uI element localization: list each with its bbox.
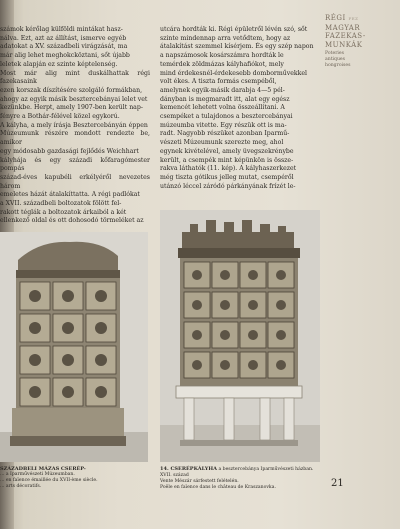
- photo-tiled-stove-right: [160, 210, 320, 462]
- page-number: 21: [331, 478, 344, 489]
- text-line: a XVII. századbeli boltozatok fölött fel-: [0, 200, 122, 208]
- caption-line: ... a Iparművészeti Múzeumban.: [0, 472, 75, 477]
- text-line: amelynek egyik-másik darabja 4—5 pél-: [160, 86, 285, 94]
- text-line: adatokat a XV. századbeli virágzását, ma: [0, 43, 128, 51]
- text-line: számok kérőlag külföldi mintákat hasz-: [0, 26, 123, 33]
- text-line: ahogy az egyik másik besztercebányai lelet vet: [0, 95, 148, 103]
- text-line: temérdek zöldmázas kályhafiókot, mely: [160, 60, 284, 68]
- text-line: vészeti Múzeumunk szerezte meg, ahol: [160, 139, 284, 147]
- text-line: Múzeumunk részére mondott rendezte be, amikor: [0, 130, 150, 147]
- caption-title: SZÁZADBELI MÁZAS CSERÉP-: [0, 466, 86, 472]
- text-column-left: [0, 26, 150, 226]
- masthead-line: RÉGI: [325, 14, 346, 22]
- caption-line: ... arts décoratifs.: [0, 484, 42, 489]
- text-line: csempéket a tulajdonos a besztercebányai: [160, 113, 293, 121]
- text-line: került, a csempék mint képünkön is össze-: [160, 156, 294, 164]
- text-line: utcára hordták ki. Régi épületről lévén szó, sőt: [160, 26, 308, 33]
- masthead-line: MAGYAR: [325, 23, 361, 32]
- text-line: múzeumba vitette. Egy részük ott is ma-: [160, 121, 287, 129]
- text-line: a napszámosok kosárszámra hordták le: [160, 52, 284, 60]
- text-line: egynek kivételével, amely üvegszekrénybe: [160, 147, 294, 155]
- text-line: század-éves kapubéli erkélyéről nevezetes három: [0, 173, 150, 190]
- masthead-subtitle: Poteries antiques hongroises: [325, 51, 351, 69]
- text-line: Most már alig mint duskálhattak régi fazekasaink: [0, 69, 150, 86]
- text-line: ezen korszak díszítésére szolgáló formákban,: [0, 86, 143, 94]
- text-line: emeletes házát átalakíttatta. A régi padlókat: [0, 191, 140, 199]
- text-line: utánzó léccel záródó párkányának frízét le-: [160, 182, 296, 190]
- text-line: radt. Nagyobb részüket azonban Iparmű-: [160, 130, 290, 138]
- masthead-faded: FEZ: [348, 16, 359, 21]
- caption-title: 14. CSERÉPKÁLYHA: [160, 466, 217, 472]
- stove-illustration: [160, 210, 320, 462]
- text-line: szinte mindennap arra vetődtem, hogy az: [160, 34, 291, 42]
- caption-title-rest: a besztercebánya Iparművészeti házban. XVII. század: [160, 467, 314, 478]
- caption-line: Vente Mészár sárfestett felételén.: [160, 479, 239, 484]
- caption-left: [0, 466, 150, 490]
- text-line: nálva. Ezt, azt az állítást, ismerve egyéb: [0, 34, 127, 42]
- caption-right: [160, 466, 325, 491]
- stove-illustration: [0, 232, 148, 462]
- text-line: kályhája és egy századi kőfaragómester pompás: [0, 156, 150, 173]
- text-line: A kályha, a mely írásja Besztercebányán éppen: [0, 121, 148, 129]
- text-line: mind érdekesnél-érdekesebb domborművekkel: [160, 69, 308, 77]
- text-line: már alig lehet meghokcköztani, sőt újabb: [0, 52, 130, 60]
- text-line: ellenkező oldal és ott dohosodó törmeléket az: [0, 217, 144, 225]
- text-line: leletek alapján ez szinte képtelenség.: [0, 60, 118, 68]
- text-column-right: [160, 26, 322, 191]
- text-line: dányban is megmaradt itt, alat egy egész: [160, 95, 290, 103]
- text-line: kezünkbe. Herpt, amely 1907-ben került nap-: [0, 104, 143, 112]
- text-line: egy módosabb gazdasági fejlődés Weichhart: [0, 147, 139, 155]
- masthead-line: FAZEKAS-: [325, 32, 366, 41]
- text-line: kemencét lehetett volna összeállítani. A: [160, 104, 285, 112]
- caption-line: ... en faïence émaillée du XVII-ème siècle.: [0, 478, 98, 483]
- masthead-line: MUNKÁK: [325, 40, 363, 49]
- text-line: rakott téglák a boltozatok árkaiból a két: [0, 208, 127, 216]
- text-line: átalakítást szemmel kísérjem. És egy szép napon: [160, 43, 314, 51]
- text-line: rakva láthatók (11. kép). A kályhaszerkezet: [160, 165, 297, 173]
- text-line: volt ékes. A tiszta formás csempéből,: [160, 78, 277, 86]
- photo-tiled-stove-left: [0, 232, 148, 462]
- text-line: még tiszta gótikus jelleg mutat, csempéről: [160, 173, 294, 181]
- text-line: fényre a Bothár-félével közel egykorú.: [0, 113, 120, 121]
- series-masthead: [325, 14, 373, 69]
- caption-line: Poêle en faïence dans le château de Kraszanovka.: [160, 485, 276, 490]
